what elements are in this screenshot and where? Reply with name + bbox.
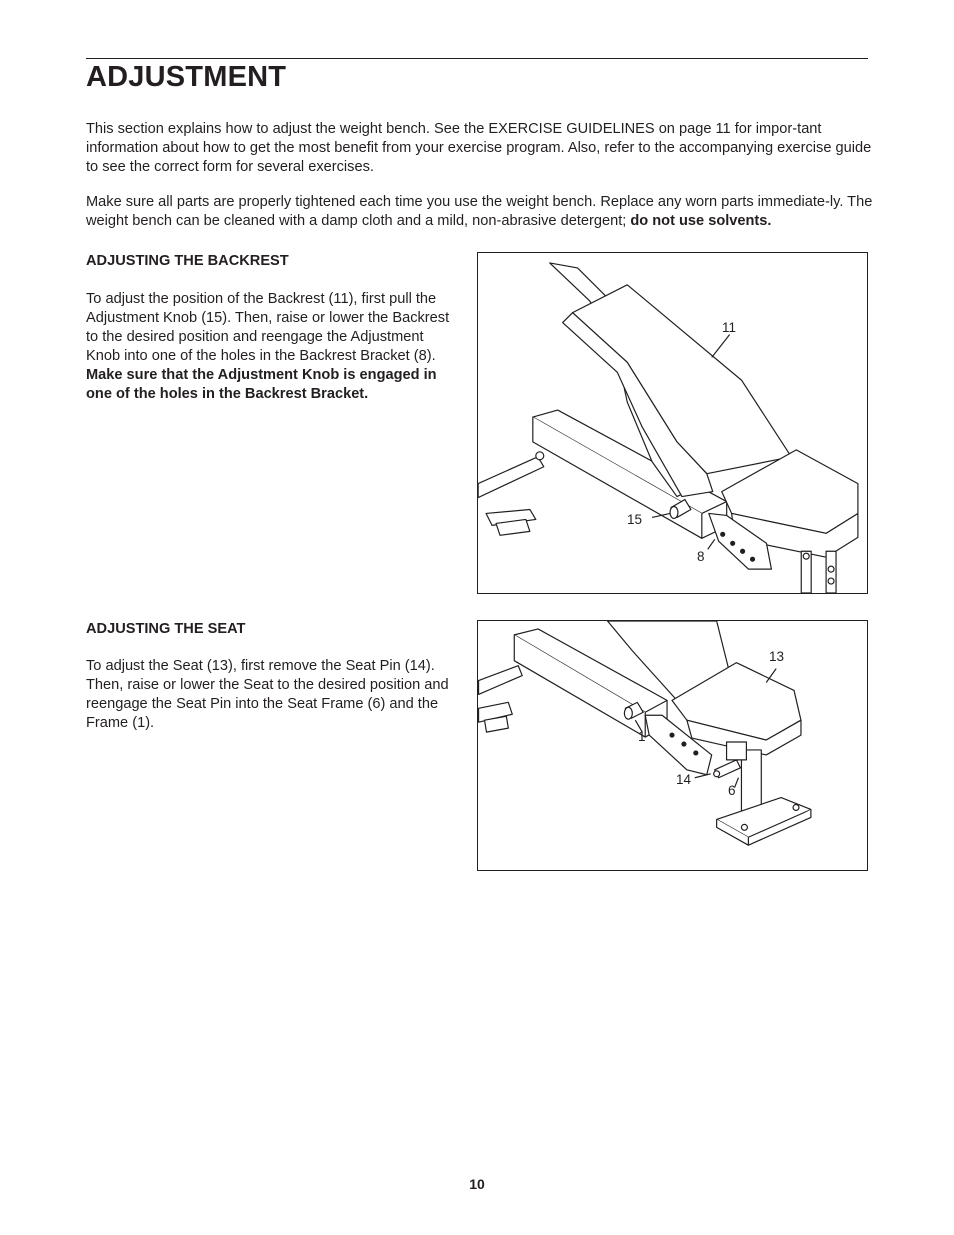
- callout-adjustment-knob: 15: [627, 512, 643, 527]
- seat-illustration: [478, 621, 867, 870]
- callout-frame: 1: [638, 729, 646, 744]
- callout-seat-pin: 14: [676, 772, 692, 787]
- seat-heading: ADJUSTING THE SEAT: [86, 621, 246, 637]
- maintenance-text: Make sure all parts are properly tightened each time you use the weight bench. Replace any worn parts immediate-ly. The weight bench can be cleaned with a damp cloth and a mild, non-abrasive detergent;: [86, 194, 873, 229]
- backrest-instructions: [86, 290, 456, 404]
- page-number: 10: [469, 1176, 485, 1192]
- top-rule: [86, 58, 868, 59]
- intro-paragraph: This section explains how to adjust the weight bench. See the EXERCISE GUIDELINES on page 11 for impor-tant information about how to get the most benefit from your exercise program. Also, refer to the accompanying exercise guide to see the correct form for several exercises.: [86, 121, 872, 175]
- callout-backrest: 11: [722, 320, 737, 335]
- seat-instructions: To adjust the Seat (13), first remove the Seat Pin (14). Then, raise or lower the Seat to the desired position and reengage the Seat Pin into the Seat Frame (6) and the Frame (1).: [86, 658, 449, 731]
- backrest-warning: Make sure that the Adjustment Knob is engaged in one of the holes in the Backrest Bracket.: [86, 367, 437, 402]
- callout-seat: 13: [769, 649, 785, 664]
- seat-figure: [477, 620, 868, 871]
- backrest-heading: ADJUSTING THE BACKREST: [86, 253, 289, 269]
- callout-seat-frame: 6: [728, 783, 736, 798]
- page-title: ADJUSTMENT: [86, 61, 287, 93]
- callout-backrest-bracket: 8: [697, 549, 705, 564]
- backrest-text: To adjust the position of the Backrest (11), first pull the Adjustment Knob (15). Then, raise or lower the Backrest to the desired position and reengage the Adjustment Knob into one of the holes in the Backrest Bracket (8).: [86, 291, 450, 364]
- backrest-illustration: [478, 253, 867, 593]
- maintenance-paragraph: [86, 193, 876, 231]
- backrest-figure: [477, 252, 868, 594]
- solvents-warning: do not use solvents.: [630, 213, 772, 229]
